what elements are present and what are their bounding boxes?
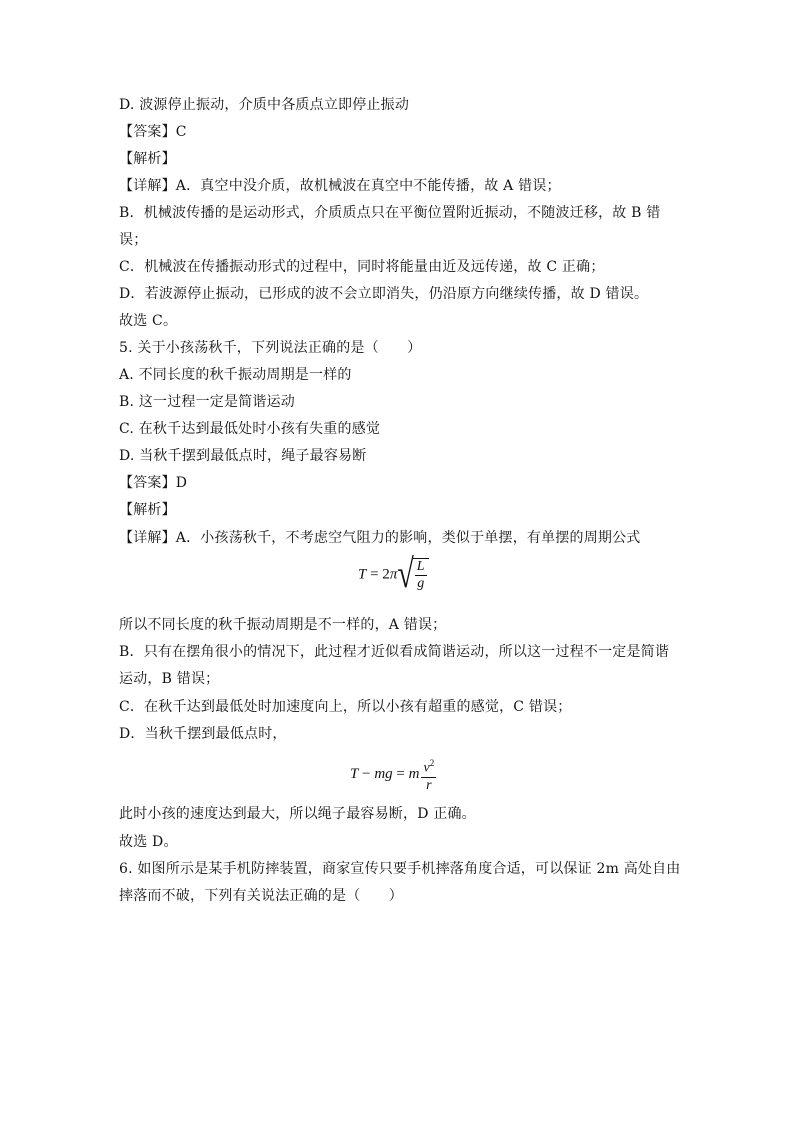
formula1-numerator: L [416,559,425,574]
formula2-v: v [423,760,430,776]
formula1-pi: π [389,566,398,583]
question-5: 5. 关于小孩荡秋千，下列说法正确的是（ ） [119,340,422,356]
detail-b-q4: B．机械波传播的是运动形式，介质质点只在平衡位置附近振动，不随波迁移，故 B 错 [119,205,661,221]
detail-d-q5-cont: 此时小孩的速度达到最大，所以绳子最容易断，D 正确。 [119,806,476,822]
pendulum-period-formula [358,552,429,597]
formula2-lhs: T [350,765,359,782]
centripetal-formula [350,755,438,794]
answer-label-q4: 【答案】C [119,124,187,140]
detail-a-q5: 【详解】A．小孩荡秋千，不考虑空气阻力的影响，类似于单摆，有单摆的周期公式 [119,530,641,546]
formula2-fraction [421,755,436,794]
detail-b-q5: B．只有在摆角很小的情况下，此过程才近似看成简谐运动，所以这一过程不一定是简谐 [119,644,670,660]
formula2-g: g [385,765,393,782]
detail-a-q4: 【详解】A．真空中没介质，故机械波在真空中不能传播，故 A 错误； [119,178,561,194]
conclusion-q4: 故选 C。 [119,313,178,329]
question-6-cont: 摔落而不破，下列有关说法正确的是（ ） [119,888,403,904]
formula1-denominator: g [415,575,427,592]
question-6: 6. 如图所示是某手机防摔装置，商家宣传只要手机摔落角度合适，可以保证 2m 高处自由 [119,861,681,877]
formula2-eq: = [392,765,409,782]
option-c-q5: C. 在秋千达到最低处时小孩有失重的感觉 [119,421,381,437]
conclusion-q5: 故选 D。 [119,834,178,850]
sqrt-symbol: √ [397,552,414,597]
detail-b-q4-cont: 误； [119,232,148,248]
answer-label-q5: 【答案】D [119,475,188,491]
formula1-lhs: T [358,566,367,583]
detail-d-q5: D．当秋千摆到最低点时， [119,726,287,742]
formula2-m1: m [374,765,386,782]
formula2-r: r [421,777,436,794]
option-d-q5: D. 当秋千摆到最低点时，绳子最容易断 [119,448,367,464]
detail-c-q4: C．机械波在传播振动形式的过程中，同时将能量由近及远传递，故 C 正确； [119,259,605,275]
analysis-label-q5: 【解析】 [119,502,176,518]
formula1-eq: = 2 [366,566,390,583]
formula2-minus: − [358,765,375,782]
formula2-exponent: 2 [429,758,435,768]
option-b-q5: B. 这一过程一定是简谐运动 [119,394,295,410]
formula2-m2: m [408,765,420,782]
option-a-q5: A. 不同长度的秋千振动周期是一样的 [119,367,352,383]
analysis-label-q4: 【解析】 [119,151,176,167]
detail-b-q5-cont: 运动，B 错误； [119,671,220,687]
detail-d-q4: D．若波源停止振动，已形成的波不会立即消失，仍沿原方向继续传播，故 D 错误。 [119,286,649,302]
detail-a-q5-cont: 所以不同长度的秋千振动周期是不一样的，A 错误； [119,617,447,633]
detail-c-q5: C．在秋千达到最低处时加速度向上，所以小孩有超重的感觉，C 错误； [119,699,572,715]
option-d-q4: D. 波源停止振动，介质中各质点立即停止振动 [119,97,410,113]
formula1-sqrt [397,552,428,597]
